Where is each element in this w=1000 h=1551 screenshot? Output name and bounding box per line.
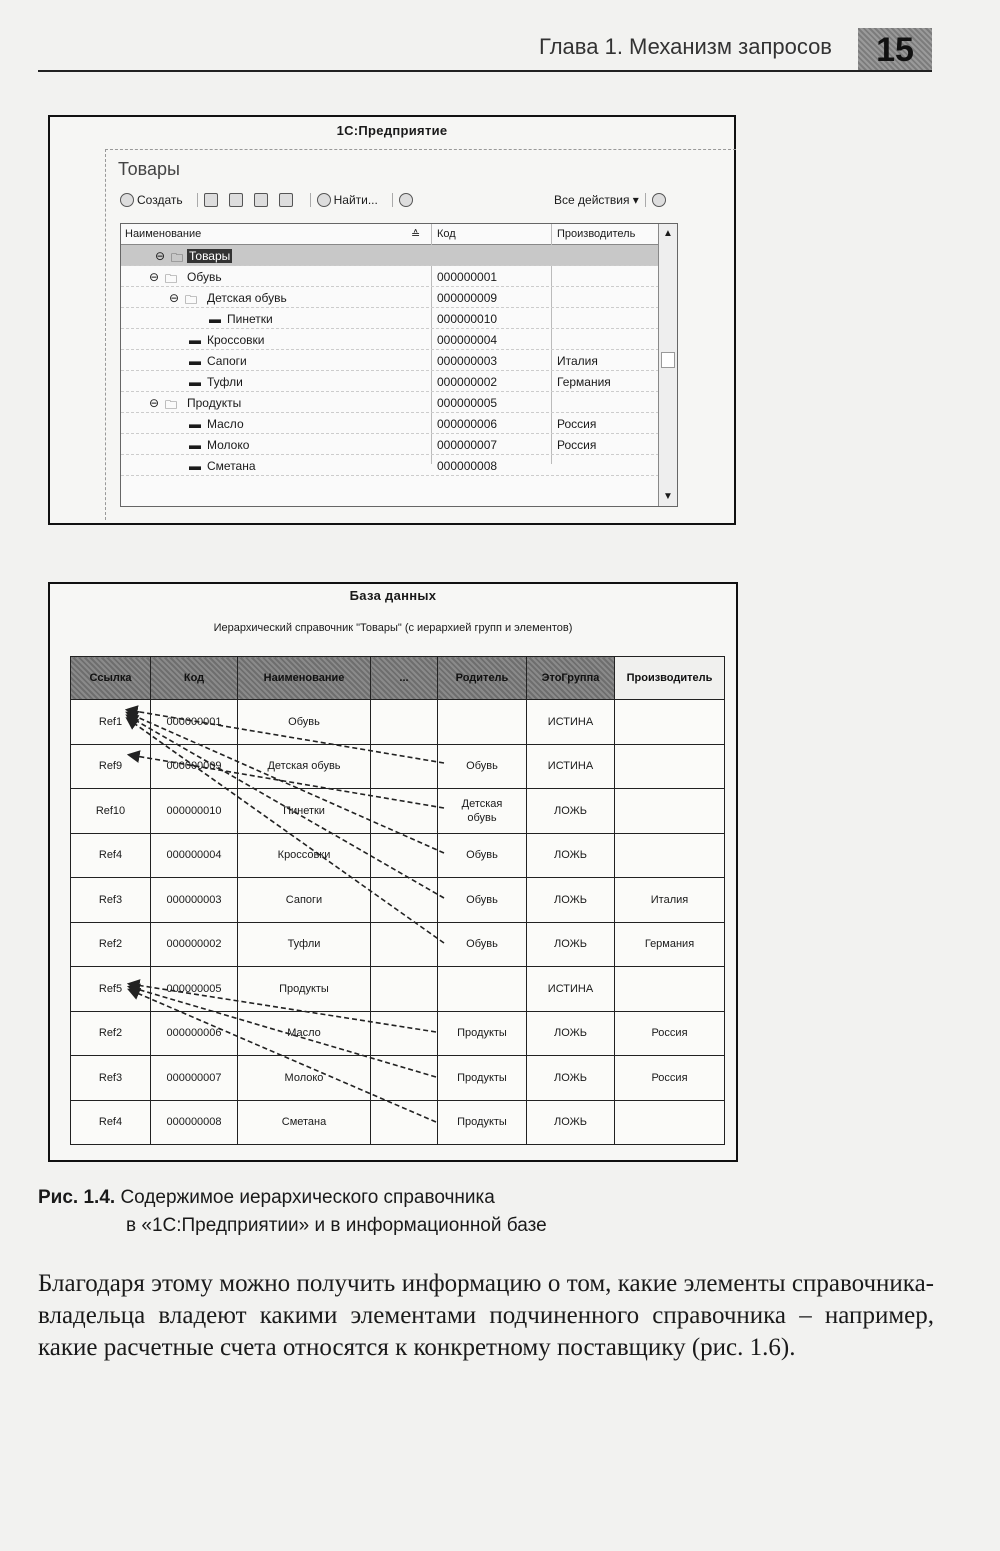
- delete-mark-icon: [279, 193, 293, 207]
- cell-is-group: ЛОЖЬ: [527, 878, 615, 923]
- row-name: Сапоги: [207, 354, 247, 368]
- caption-label: Рис. 1.4.: [38, 1187, 116, 1208]
- cell-maker: [615, 789, 725, 834]
- vertical-scrollbar[interactable]: [658, 224, 677, 506]
- cell-is-group: ЛОЖЬ: [527, 833, 615, 878]
- row-name: Масло: [207, 417, 244, 431]
- list-row[interactable]: [121, 308, 659, 329]
- cell-ref: Ref2: [71, 922, 151, 967]
- list-header: [121, 224, 659, 245]
- row-code: 000000001: [437, 270, 498, 284]
- list-row[interactable]: [121, 413, 659, 434]
- table-row: [71, 878, 725, 923]
- cell-extra: [371, 967, 438, 1012]
- column-header-maker[interactable]: Производитель: [557, 228, 636, 240]
- element-icon: ▬: [189, 354, 201, 368]
- row-code: 000000004: [437, 333, 498, 347]
- column-header: Ссылка: [71, 657, 151, 700]
- element-icon: ▬: [189, 459, 201, 473]
- scroll-up-icon[interactable]: ▲: [663, 228, 673, 239]
- cell-ref: Ref9: [71, 744, 151, 789]
- caption-line1: Содержимое иерархического справочника: [120, 1187, 495, 1208]
- toolbar-separator: [310, 193, 311, 207]
- column-header: ЭтоГруппа: [527, 657, 615, 700]
- cell-maker: [615, 1100, 725, 1145]
- row-code: 000000006: [437, 417, 498, 431]
- list-row[interactable]: [121, 371, 659, 392]
- cell-code: 000000001: [151, 700, 238, 745]
- row-name: Товары: [189, 249, 231, 263]
- collapse-icon[interactable]: ⊖: [155, 249, 166, 263]
- toolbar-separator: [645, 193, 646, 207]
- cell-ref: Ref1: [71, 700, 151, 745]
- list-row[interactable]: [121, 434, 659, 455]
- column-header: Производитель: [615, 657, 725, 700]
- cell-parent: Продукты: [438, 1056, 527, 1101]
- cell-maker: [615, 967, 725, 1012]
- list-row[interactable]: [121, 455, 659, 476]
- cell-code: 000000006: [151, 1011, 238, 1056]
- row-name: Пинетки: [227, 312, 273, 326]
- pencil-icon: [254, 193, 268, 207]
- cell-is-group: ЛОЖЬ: [527, 1056, 615, 1101]
- row-name: Туфли: [207, 375, 243, 389]
- cell-maker: [615, 700, 725, 745]
- row-name: Сметана: [207, 459, 256, 473]
- cell-name: Сапоги: [238, 878, 371, 923]
- items-list: [120, 223, 678, 507]
- cell-ref: Ref2: [71, 1011, 151, 1056]
- column-header-name[interactable]: Наименование: [125, 228, 202, 240]
- sort-icon: ≙: [411, 229, 421, 241]
- cell-is-group: ЛОЖЬ: [527, 922, 615, 967]
- chapter-title: Глава 1. Механизм запросов: [539, 34, 832, 59]
- header-rule: [38, 70, 932, 72]
- collapse-icon[interactable]: ⊖: [149, 396, 160, 410]
- cell-extra: [371, 1011, 438, 1056]
- cell-code: 000000003: [151, 878, 238, 923]
- cell-ref: Ref4: [71, 1100, 151, 1145]
- cell-extra: [371, 1100, 438, 1145]
- element-icon: ▬: [189, 333, 201, 347]
- cell-name: Кроссовки: [238, 833, 371, 878]
- table-row: [71, 700, 725, 745]
- list-row[interactable]: [121, 266, 659, 287]
- cell-parent: Обувь: [438, 922, 527, 967]
- add-folder-icon: [204, 193, 218, 207]
- column-header-code[interactable]: Код: [437, 228, 456, 240]
- table-row: [71, 967, 725, 1012]
- cell-extra: [371, 922, 438, 967]
- row-maker: Россия: [557, 417, 597, 431]
- toolbar-separator: [392, 193, 393, 207]
- toolbar-right: [554, 189, 669, 211]
- column-header: Код: [151, 657, 238, 700]
- column-header: Наименование: [238, 657, 371, 700]
- row-code: 000000002: [437, 375, 498, 389]
- cell-name: Пинетки: [238, 789, 371, 834]
- copy-icon: [229, 193, 243, 207]
- cancel-search-button[interactable]: [399, 193, 416, 207]
- row-name: Кроссовки: [207, 333, 265, 347]
- element-icon: ▬: [189, 438, 201, 452]
- cell-ref: Ref10: [71, 789, 151, 834]
- row-maker: Россия: [557, 438, 597, 452]
- body-paragraph: Благодаря этому можно получить информацию о том, какие элементы справочника-владельца владеют какими элементами подчиненного справочника – например, какие расчетные счета относятся к конкретному поставщику (рис. 1.6).: [38, 1270, 934, 1361]
- edit-button[interactable]: [254, 193, 271, 207]
- cell-ref: Ref5: [71, 967, 151, 1012]
- cell-parent: Детская обувь: [438, 789, 527, 834]
- element-icon: ▬: [209, 312, 221, 326]
- cell-is-group: ИСТИНА: [527, 967, 615, 1012]
- cell-parent: [438, 700, 527, 745]
- row-code: 000000005: [437, 396, 498, 410]
- form-title: Товары: [118, 159, 180, 179]
- row-name: Детская обувь: [207, 291, 287, 305]
- cell-extra: [371, 744, 438, 789]
- cell-name: Сметана: [238, 1100, 371, 1145]
- folder-icon: 🗀: [185, 293, 198, 307]
- list-row[interactable]: [121, 392, 659, 413]
- cell-parent: [438, 967, 527, 1012]
- cell-maker: [615, 833, 725, 878]
- cell-code: 000000004: [151, 833, 238, 878]
- cell-name: Продукты: [238, 967, 371, 1012]
- table-row: [71, 1056, 725, 1101]
- cell-maker: [615, 744, 725, 789]
- element-icon: ▬: [189, 417, 201, 431]
- collapse-icon[interactable]: ⊖: [149, 270, 160, 284]
- cell-maker: Россия: [615, 1011, 725, 1056]
- list-row[interactable]: [121, 329, 659, 350]
- find-button[interactable]: [317, 193, 378, 207]
- cell-name: Туфли: [238, 922, 371, 967]
- folder-icon: 🗀: [171, 251, 184, 265]
- database-table: [70, 656, 725, 1145]
- cell-code: 000000009: [151, 744, 238, 789]
- cell-is-group: ИСТИНА: [527, 700, 615, 745]
- cell-code: 000000010: [151, 789, 238, 834]
- add-folder-button[interactable]: [204, 193, 221, 207]
- row-code: 000000003: [437, 354, 498, 368]
- element-icon: ▬: [189, 375, 201, 389]
- folder-icon: 🗀: [165, 272, 178, 286]
- create-icon: [120, 193, 134, 207]
- cell-name: Молоко: [238, 1056, 371, 1101]
- copy-button[interactable]: [229, 193, 246, 207]
- cell-extra: [371, 789, 438, 834]
- cell-name: Обувь: [238, 700, 371, 745]
- window-title: 1С:Предприятие: [336, 123, 448, 138]
- row-code: 000000010: [437, 312, 498, 326]
- toolbar-separator: [197, 193, 198, 207]
- cell-is-group: ИСТИНА: [527, 744, 615, 789]
- table-row: [71, 922, 725, 967]
- row-name: Молоко: [207, 438, 250, 452]
- help-icon[interactable]: [652, 193, 666, 207]
- cell-code: 000000007: [151, 1056, 238, 1101]
- caption-line2: в «1С:Предприятии» и в информационной базе: [126, 1215, 547, 1236]
- folder-icon: 🗀: [165, 398, 178, 412]
- column-header: Родитель: [438, 657, 527, 700]
- database-figure: [48, 582, 738, 1162]
- magnifier-icon: [317, 193, 331, 207]
- cell-is-group: ЛОЖЬ: [527, 1011, 615, 1056]
- cell-name: Масло: [238, 1011, 371, 1056]
- row-name: Обувь: [187, 270, 222, 284]
- cell-parent: Обувь: [438, 878, 527, 923]
- find-label: Найти...: [333, 193, 378, 207]
- cell-extra: [371, 1056, 438, 1101]
- row-name: Продукты: [187, 396, 242, 410]
- row-code: 000000008: [437, 459, 498, 473]
- list-row[interactable]: [121, 350, 659, 371]
- cell-is-group: ЛОЖЬ: [527, 789, 615, 834]
- cell-code: 000000002: [151, 922, 238, 967]
- delete-mark-button[interactable]: [279, 193, 296, 207]
- cell-parent: Продукты: [438, 1100, 527, 1145]
- all-actions-menu[interactable]: Все действия ▾: [554, 193, 639, 207]
- collapse-icon[interactable]: ⊖: [169, 291, 180, 305]
- scroll-down-icon[interactable]: ▼: [663, 491, 673, 502]
- page-number: 15: [858, 28, 932, 72]
- running-header: [0, 0, 1000, 80]
- table-row: [71, 1011, 725, 1056]
- cell-ref: Ref3: [71, 1056, 151, 1101]
- row-maker: Германия: [557, 375, 611, 389]
- row-code: 000000007: [437, 438, 498, 452]
- figure-caption: [38, 1184, 547, 1240]
- table-row: [71, 1100, 725, 1145]
- cell-name: Детская обувь: [238, 744, 371, 789]
- cell-maker: Германия: [615, 922, 725, 967]
- cancel-search-icon: [399, 193, 413, 207]
- cell-extra: [371, 833, 438, 878]
- enterprise-window-figure: [48, 115, 736, 525]
- cell-parent: Обувь: [438, 833, 527, 878]
- create-button[interactable]: [120, 193, 183, 207]
- list-row[interactable]: [121, 287, 659, 308]
- cell-extra: [371, 700, 438, 745]
- cell-maker: Россия: [615, 1056, 725, 1101]
- list-row[interactable]: [121, 245, 659, 266]
- column-header: ...: [371, 657, 438, 700]
- cell-parent: Обувь: [438, 744, 527, 789]
- cell-code: 000000008: [151, 1100, 238, 1145]
- scroll-thumb[interactable]: [661, 352, 675, 368]
- database-title: База данных: [349, 588, 437, 603]
- table-row: [71, 833, 725, 878]
- cell-ref: Ref4: [71, 833, 151, 878]
- cell-ref: Ref3: [71, 878, 151, 923]
- cell-is-group: ЛОЖЬ: [527, 1100, 615, 1145]
- create-label: Создать: [137, 193, 183, 207]
- table-row: [71, 789, 725, 834]
- cell-extra: [371, 878, 438, 923]
- row-maker: Италия: [557, 354, 598, 368]
- table-row: [71, 744, 725, 789]
- cell-maker: Италия: [615, 878, 725, 923]
- database-subtitle: Иерархический справочник "Товары" (с иерархией групп и элементов): [213, 622, 573, 634]
- cell-code: 000000005: [151, 967, 238, 1012]
- table-header-row: [71, 657, 725, 700]
- row-code: 000000009: [437, 291, 498, 305]
- cell-parent: Продукты: [438, 1011, 527, 1056]
